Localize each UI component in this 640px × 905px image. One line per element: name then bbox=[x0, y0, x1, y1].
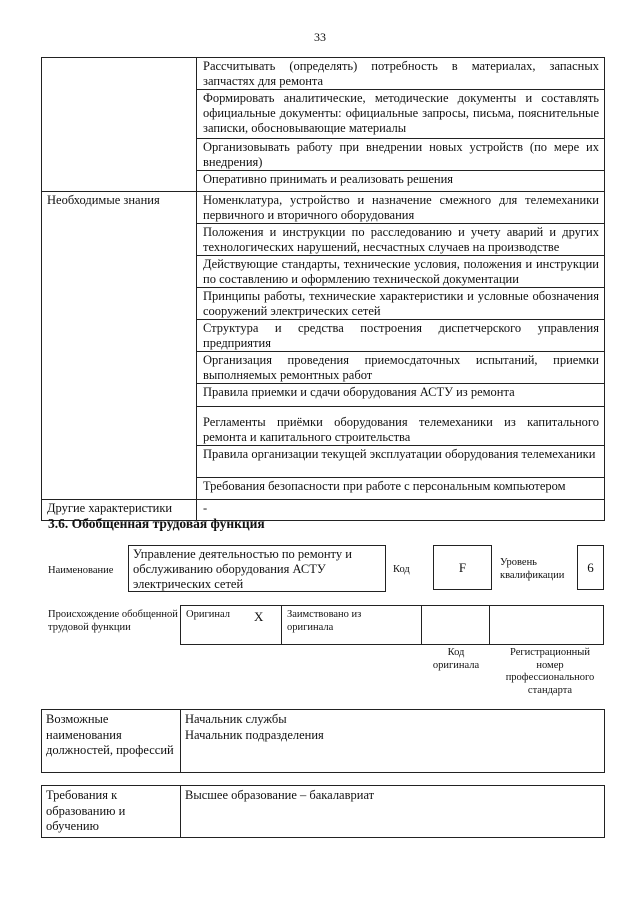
skill-item: Организовывать работу при внедрении новых устройств (по мере их внедрения) bbox=[197, 139, 604, 171]
knowledge-item: Правила приемки и сдачи оборудования АСТУ из ремонта bbox=[197, 384, 604, 407]
knowledge-item: Принципы работы, технические характеристики и условные обозначения сооружений электрических сетей bbox=[197, 288, 604, 320]
code-original-caption: Код оригинала bbox=[432, 647, 480, 671]
other-characteristics-value: - bbox=[203, 501, 208, 515]
positions-label: Возможные наименования должностей, профессий bbox=[42, 710, 181, 773]
registration-number-caption: Регистрационный номер профессионального стандарта bbox=[505, 647, 595, 696]
knowledge-item: Действующие стандарты, технические условия, положения и инструкции по составлению и оформлению технической документации bbox=[197, 256, 604, 288]
knowledge-item: Организация проведения приемосдаточных испытаний, приемки выполняемых ремонтных работ bbox=[197, 352, 604, 384]
code-value: F bbox=[433, 545, 492, 590]
knowledge-content-cell bbox=[197, 192, 605, 500]
position-item: Начальник подразделения bbox=[185, 727, 324, 742]
skills-content-cell bbox=[197, 58, 605, 192]
positions-cell bbox=[181, 710, 605, 773]
origin-row bbox=[180, 605, 604, 645]
origin-label: Происхождение обобщенной трудовой функции bbox=[48, 609, 178, 633]
knowledge-item: Номенклатура, устройство и назначение смежного для телемеханики первичного и вторичного оборудования bbox=[197, 192, 604, 224]
education-table bbox=[41, 785, 605, 838]
positions-table bbox=[41, 709, 605, 773]
code-label: Код bbox=[393, 564, 410, 575]
knowledge-item: Положения и инструкции по расследованию и учету аварий и других технологических нарушений, несчастных случаев на производстве bbox=[197, 224, 604, 256]
other-characteristics-label: Другие характеристики bbox=[42, 500, 197, 521]
knowledge-item: Структура и средства построения диспетчерского управления предприятия bbox=[197, 320, 604, 352]
original-label: Оригинал bbox=[186, 609, 230, 620]
knowledge-item: Правила организации текущей эксплуатации оборудования телемеханики bbox=[197, 446, 604, 478]
knowledge-item: Требования безопасности при работе с персональным компьютером bbox=[203, 479, 566, 493]
education-value: Высшее образование – бакалавриат bbox=[181, 786, 605, 838]
skills-label-cell bbox=[42, 58, 197, 192]
skill-item: Рассчитывать (определять) потребность в материалах, запасных запчастях для ремонта bbox=[197, 58, 604, 90]
level-value: 6 bbox=[577, 545, 604, 590]
level-label: Уровень квалификации bbox=[500, 557, 565, 581]
naming-value: Управление деятельностью по ремонту и обслуживанию оборудования АСТУ электрических сетей bbox=[128, 545, 386, 592]
knowledge-item: Регламенты приёмки оборудования телемеханики из капитального ремонта и капитального строительства bbox=[197, 407, 604, 446]
section-title: 3.6. Обобщенная трудовая функция bbox=[48, 516, 265, 531]
page-number: 33 bbox=[314, 30, 326, 44]
naming-label: Наименование bbox=[48, 565, 114, 576]
skill-item: Формировать аналитические, методические документы и составлять официальные документы: официальные запросы, письма, пояснительные записки, обосновывающие материалы bbox=[197, 90, 604, 139]
skill-item: Оперативно принимать и реализовать решения bbox=[203, 172, 454, 186]
education-label: Требования к образованию и обучению bbox=[42, 786, 181, 838]
original-mark: X bbox=[254, 609, 264, 624]
borrowed-label: Заимствовано из оригинала bbox=[287, 609, 362, 633]
skills-knowledge-table bbox=[41, 57, 605, 521]
position-item: Начальник службы bbox=[185, 712, 287, 726]
knowledge-label: Необходимые знания bbox=[42, 192, 197, 500]
